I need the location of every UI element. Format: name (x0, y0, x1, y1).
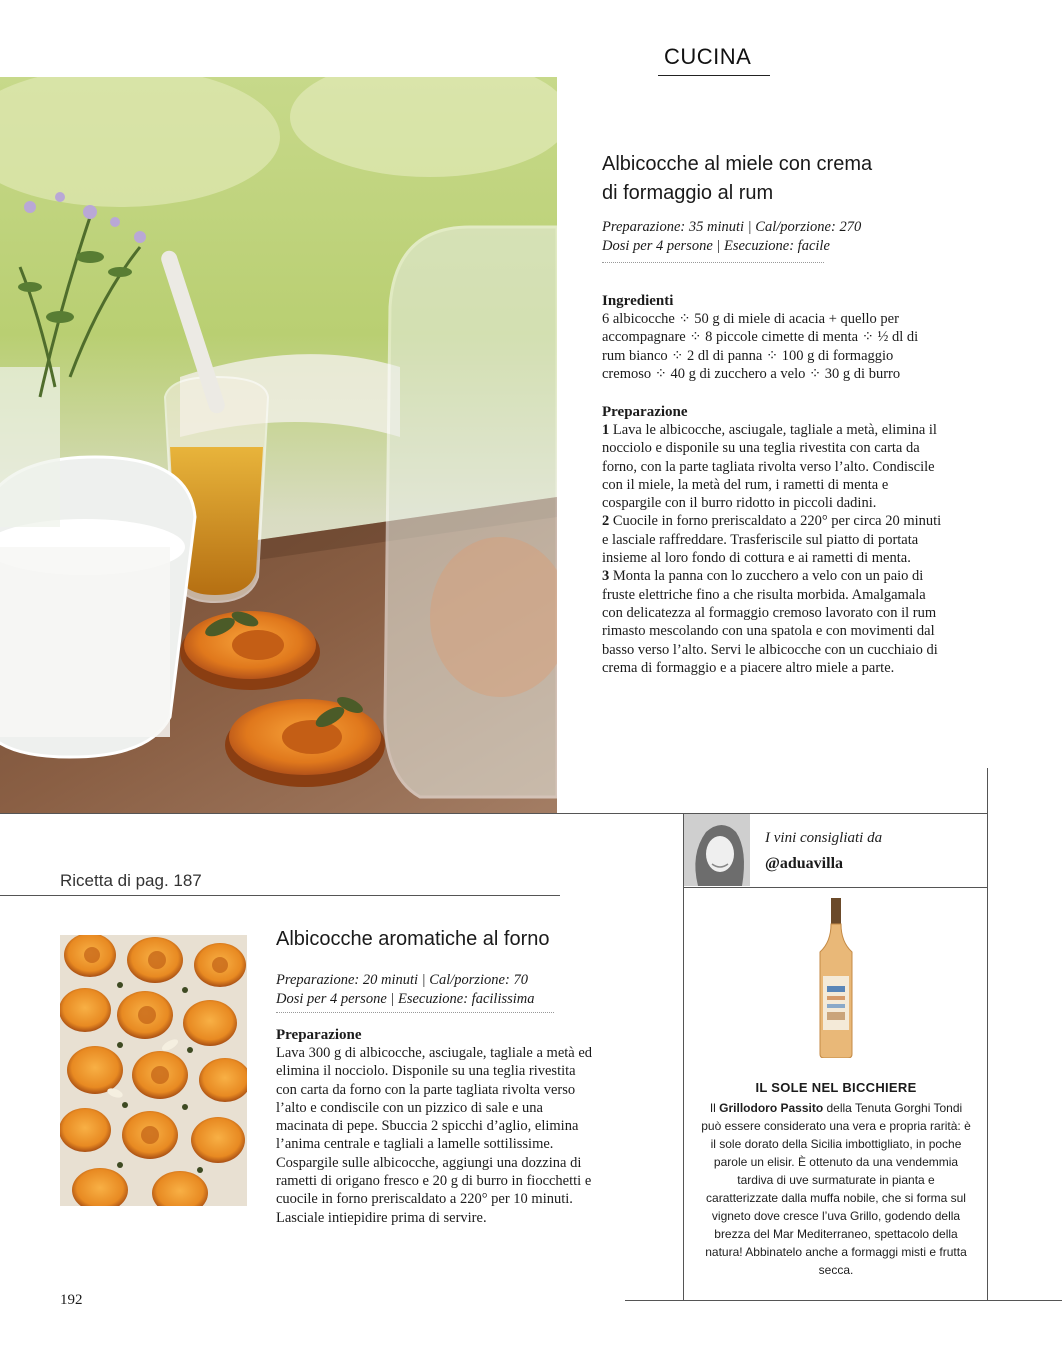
recipe-meta-line2: Dosi per 4 persone | Esecuzione: facile (602, 238, 830, 254)
wine-header-divider (683, 887, 988, 888)
ingredients-text: 6 albicocche ⁘ 50 g di miele di acacia + quello per accompagnare ⁘ 8 piccole cimette di menta ⁘ ½ dl di rum bianco ⁘ 2 dl di panna ⁘ 100 g di formaggio cremoso ⁘ 40 g di zucchero a velo ⁘ 30 g di burro (602, 311, 919, 382)
recipe-meta-line1: Preparazione: 20 minuti | Cal/porzione: 70 (276, 972, 528, 988)
step-text: Monta la panna con lo zucchero a velo con un paio di fruste elettriche fino a che risulta morbida. Amalgamala con delicatezza al formaggio cremoso lavorato con il rum rimasto mescolando con una spatola e con movimenti dal basso verso l’alto. Servi le albicocche con un cucchiaio di crema di formaggio e a piacere altro miele a parte. (602, 568, 938, 676)
step-number: 2 (602, 513, 610, 530)
step-2 (602, 512, 942, 567)
wine-text-post: della Tenuta Gorghi Tondi può essere considerato una vera e propria rarità: è il sole dorato della Sicilia imbottigliato, in poche parole un elisir. È ottenuto da una vendemmia tardiva di uve surmaturate in pianta e caratterizzate dalla muffa nobile, che si forma sul vigneto dove cresce l’uva Grillo, godendo della brezza del Mar Mediterraneo, spettacolo della natura! Abbinatelo anche a formaggi misti e frutta secca. (701, 1101, 971, 1277)
step-1 (602, 421, 942, 512)
apricot-tray-photo (60, 935, 247, 1206)
ingredients-heading: Ingredienti (602, 293, 674, 309)
recipe-meta-line1: Preparazione: 35 minuti | Cal/porzione: 270 (602, 219, 862, 235)
meta-divider (602, 262, 824, 263)
wine-text-pre: Il (709, 1101, 720, 1115)
preparation-steps (602, 421, 942, 677)
hero-photo (0, 77, 557, 813)
recipe-meta-line2: Dosi per 4 persone | Esecuzione: facilissima (276, 991, 535, 1007)
avatar (684, 814, 750, 886)
step-text: Cuocile in forno preriscaldato a 220° per circa 20 minuti e lasciale raffreddare. Trasferiscile sul piatto di portata insieme al loro fondo di cottura e ai rametti di menta. (602, 513, 942, 567)
recipe-meta (602, 218, 962, 256)
preparation-heading: Preparazione (602, 404, 688, 420)
section-rule (658, 75, 770, 76)
recipe-meta (276, 971, 596, 1009)
wine-bottle-image (814, 898, 858, 1058)
step-number: 3 (602, 568, 610, 585)
recipe-title-line1: Albicocche al miele con crema (602, 153, 873, 175)
step-3 (602, 567, 942, 677)
ricetta-divider (0, 895, 560, 896)
meta-divider (276, 1012, 554, 1013)
page-number: 192 (60, 1292, 83, 1308)
preparation-text: Lava 300 g di albicocche, asciugale, tagliale a metà ed elimina il nocciolo. Disponile su una teglia rivestita con carta da forno con la parte tagliata rivolta verso l’alto e condiscile con un pizzico di sale e una macinata di pepe. Sbuccia 2 spicchi d’aglio, elimina l’anima centrale e tagliali a lamelle sottilissime. Cospargile sulle albicocche, aggiungi una dozzina di rametti di origano fresco e 20 g di burro in fiocchetti e cuocile in forno preriscaldato a 220° per 10 minuti. Lasciale intiepidire prima di servire. (276, 1045, 593, 1226)
wine-name: Grillodoro Passito (719, 1101, 824, 1115)
recipe-title: Albicocche aromatiche al forno (276, 928, 550, 950)
recipe-title (602, 150, 962, 208)
step-number: 1 (602, 422, 610, 438)
step-text: Lava le albicocche, asciugale, tagliale a metà, elimina il nocciolo e disponile su una teglia rivestita con carta da forno, con la parte tagliata rivolta verso l’alto. Condiscile con il miele, la metà del rum, i rametti di menta e cospargile con il burro ridotto in piccoli dadini. (602, 422, 937, 512)
preparation-heading: Preparazione (276, 1027, 362, 1043)
wine-intro: I vini consigliati da (765, 830, 883, 846)
section-title: CUCINA (664, 44, 752, 69)
recipe-reference: Ricetta di pag. 187 (60, 871, 202, 890)
recipe-title-line2: di formaggio al rum (602, 182, 774, 204)
wine-description (700, 1099, 972, 1279)
column-divider (987, 768, 988, 1300)
wine-title: IL SOLE NEL BICCHIERE (755, 1080, 917, 1095)
bottom-divider (625, 1300, 1062, 1301)
section-divider (0, 813, 988, 814)
instagram-handle[interactable]: @aduavilla (765, 855, 844, 872)
